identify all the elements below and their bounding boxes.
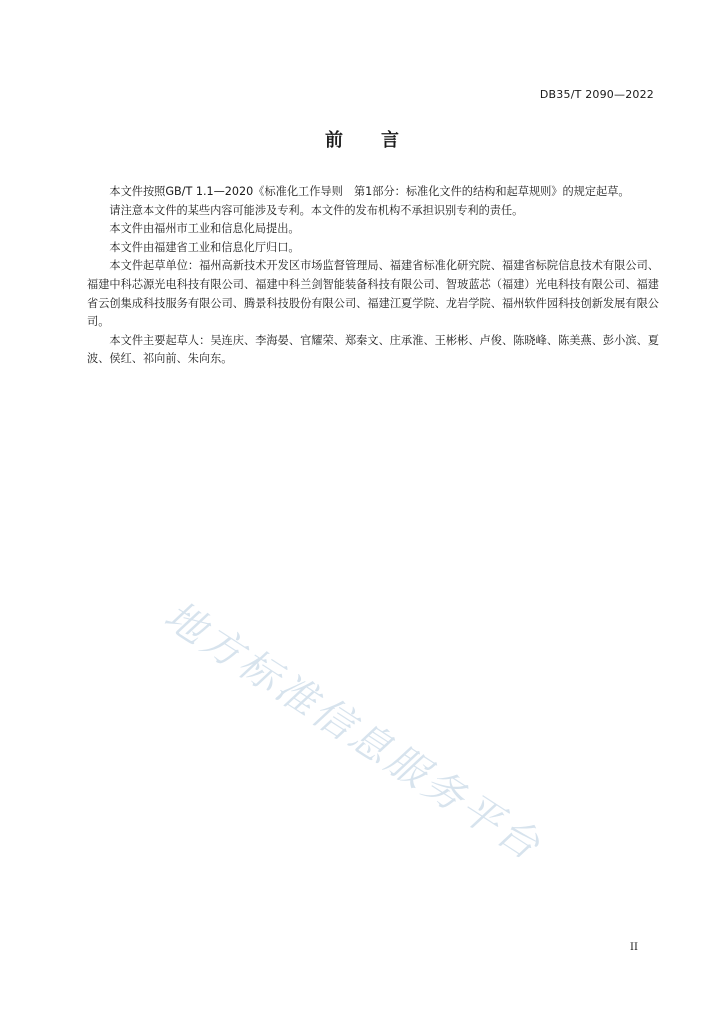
- foreword-body: [87, 183, 659, 369]
- watermark: 地方标准信息服务平台: [156, 592, 551, 871]
- standard-code: DB35/T 2090—2022: [539, 88, 654, 101]
- paragraph-administrator: 本文件由福建省工业和信息化厅归口。: [109, 240, 300, 254]
- page-number: II: [630, 942, 638, 953]
- paragraph-drafters: 本文件主要起草人：吴连庆、李海晏、官耀荣、郑秦文、庄承淮、王彬彬、卢俊、陈晓峰、陈美燕、彭小滨、夏波、侯红、祁向前、朱向东。: [87, 333, 659, 366]
- paragraph-proposer: 本文件由福州市工业和信息化局提出。: [109, 222, 300, 236]
- paragraph-drafting-units: 本文件起草单位：福州高新技术开发区市场监督管理局、福建省标准化研究院、福建省标院信息技术有限公司、福建中科芯源光电科技有限公司、福建中科兰剑智能装备科技有限公司、智玻蓝芯（福建）光电科技有限公司、福建省云创集成科技服务有限公司、腾景科技股份有限公司、福建江夏学院、龙岩学院、福州软件园科技创新发展有限公司。: [87, 259, 659, 329]
- page-title: 前言: [325, 130, 437, 151]
- paragraph-drafting-rules: 本文件按照GB/T 1.1—2020《标准化工作导则 第1部分：标准化文件的结构和起草规则》的规定起草。: [109, 185, 630, 198]
- paragraph-patent-notice: 请注意本文件的某些内容可能涉及专利。本文件的发布机构不承担识别专利的责任。: [109, 203, 524, 217]
